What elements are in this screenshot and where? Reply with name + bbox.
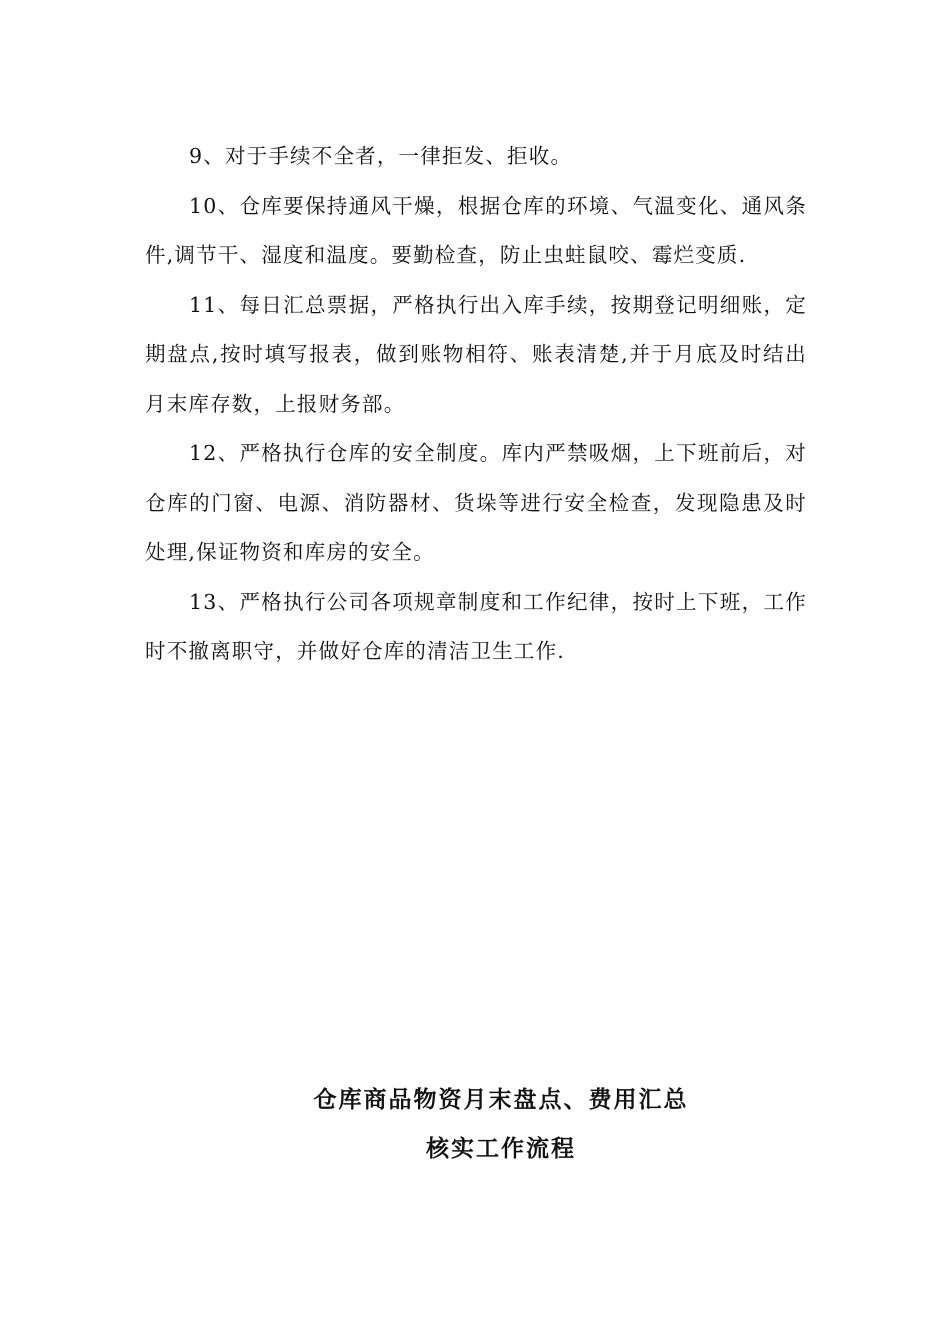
rule-paragraph-11: 11、每日汇总票据，严格执行出入库手续，按期登记明细账，定期盘点,按时填写报表，做到账物相符、账表清楚,并于月底及时结出月末库存数，上报财务部。 [145, 292, 807, 416]
rule-paragraph-13: 13、严格执行公司各项规章制度和工作纪律，按时上下班，工作时不撤离职守，并做好仓库的清洁卫生工作. [145, 589, 807, 663]
section-title-line-1: 仓库商品物资月末盘点、费用汇总 [313, 1086, 689, 1113]
rule-paragraph-12: 12、严格执行仓库的安全制度。库内严禁吸烟，上下班前后，对仓库的门窗、电源、消防器材、货垛等进行安全检查，发现隐患及时处理,保证物资和库房的安全。 [145, 441, 807, 564]
rule-paragraph-10: 10、仓库要保持通风干燥，根据仓库的环境、气温变化、通风条件,调节干、湿度和温度。要勤检查，防止虫蛀鼠咬、霉烂变质. [145, 193, 807, 267]
rule-paragraph-9: 9、对于手续不全者，一律拒发、拒收。 [189, 144, 573, 168]
section-title-line-2: 核实工作流程 [426, 1135, 576, 1162]
rules-body [145, 132, 807, 677]
